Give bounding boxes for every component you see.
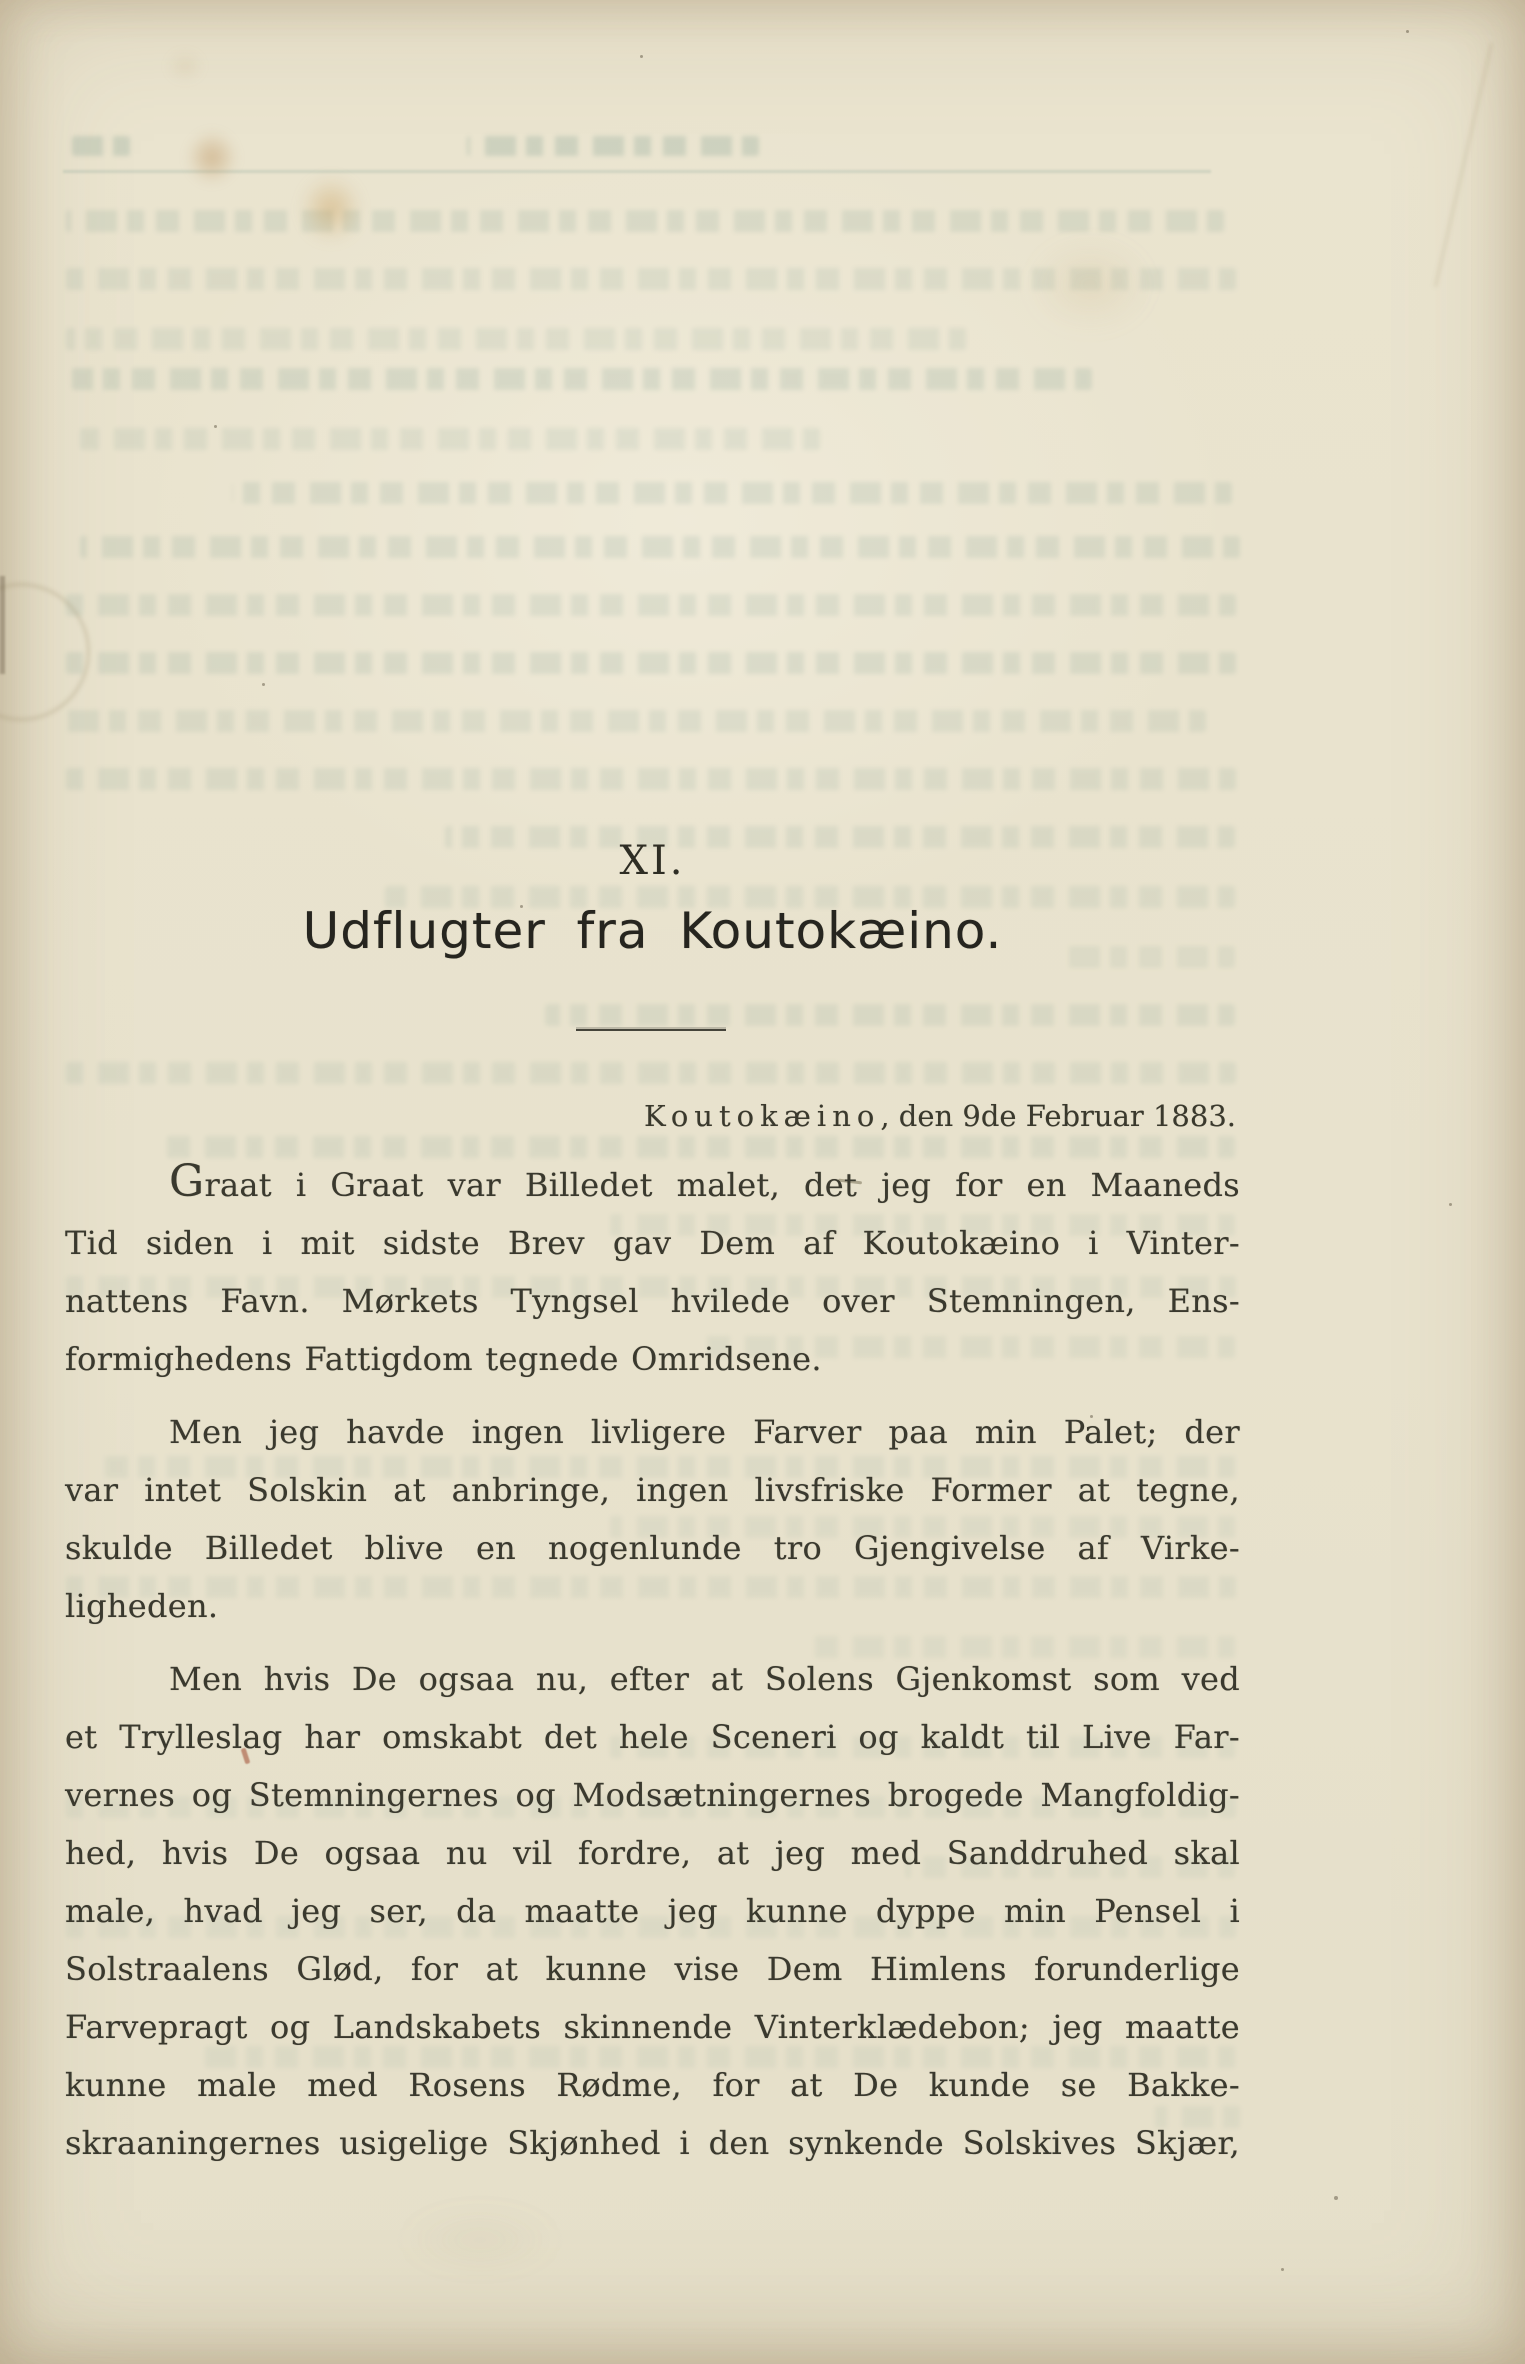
paragraph bbox=[65, 1650, 1240, 2172]
bleed-through-line bbox=[232, 482, 1232, 504]
body-line: Solstraalens Glød, for at kunne vise Dem Himlens forunderlige bbox=[65, 1950, 1240, 1988]
dateline-date: , den 9de Februar 1883. bbox=[880, 1099, 1236, 1133]
section-divider-rule bbox=[576, 1029, 726, 1031]
paragraph bbox=[65, 1403, 1240, 1635]
paper-stain bbox=[186, 130, 238, 185]
dateline bbox=[65, 1099, 1236, 1133]
paper-speck bbox=[262, 683, 265, 686]
body-line: skulde Billedet blive en nogenlunde tro Gjengivelse af Virke- bbox=[65, 1529, 1240, 1567]
paper-speck bbox=[1281, 2268, 1284, 2271]
bleed-through-line bbox=[155, 1136, 1235, 1158]
bleed-through-line bbox=[66, 328, 966, 350]
bleed-through-line bbox=[80, 428, 820, 450]
body-text bbox=[65, 1156, 1240, 2187]
bleed-through-line bbox=[545, 1004, 1235, 1026]
bleed-through-line bbox=[66, 652, 1236, 674]
paper-stain bbox=[400, 2210, 560, 2270]
paper-speck bbox=[1334, 2196, 1338, 2200]
scan-edge-mark bbox=[0, 576, 5, 674]
body-line: Tid siden i mit sidste Brev gav Dem af Koutokæino i Vinter- bbox=[65, 1224, 1240, 1262]
bleed-through-header-rule bbox=[63, 170, 1211, 173]
paper-speck bbox=[1406, 30, 1409, 33]
body-line: Men jeg havde ingen livligere Farver paa min Palet; der bbox=[169, 1413, 1240, 1451]
bleed-through-line bbox=[66, 1062, 1236, 1084]
body-line: var intet Solskin at anbringe, ingen livsfriske Former at tegne, bbox=[65, 1471, 1240, 1509]
bleed-through-line bbox=[66, 710, 1206, 732]
paper-stain bbox=[300, 175, 362, 243]
bleed-through-line bbox=[66, 210, 1224, 232]
body-line: Graat i Graat var Billedet malet, det jeg for en Maaneds bbox=[169, 1156, 1240, 1207]
body-line: Men hvis De ogsaa nu, efter at Solens Gjenkomst som ved bbox=[169, 1660, 1240, 1698]
bleed-through-line bbox=[66, 594, 1236, 616]
bleed-through-line bbox=[72, 368, 1092, 390]
body-line: nattens Favn. Mørkets Tyngsel hvilede over Stemningen, Ens- bbox=[65, 1282, 1240, 1320]
paper-stain bbox=[168, 52, 202, 80]
paper-speck bbox=[214, 425, 217, 428]
paragraph bbox=[65, 1156, 1240, 1388]
bleed-through-line bbox=[80, 536, 1240, 558]
body-line: ligheden. bbox=[65, 1587, 219, 1625]
chapter-numeral: XI. bbox=[619, 838, 686, 884]
body-line: vernes og Stemningernes og Modsætningernes brogede Mangfoldig- bbox=[65, 1776, 1240, 1814]
bleed-through-line bbox=[66, 768, 1236, 790]
paper-stain bbox=[1030, 240, 1150, 330]
paper-speck bbox=[640, 55, 643, 58]
paper-speck bbox=[1449, 1203, 1452, 1206]
bleed-through-line bbox=[467, 136, 759, 156]
body-line: Farvepragt og Landskabets skinnende Vinterklædebon; jeg maatte bbox=[65, 2008, 1240, 2046]
dateline-place: Koutokæino bbox=[643, 1099, 881, 1133]
body-line: kunne male med Rosens Rødme, for at De kunde se Bakke- bbox=[65, 2066, 1240, 2104]
body-line: skraaningernes usigelige Skjønhed i den synkende Solskives Skjær, bbox=[65, 2124, 1240, 2162]
body-line: male, hvad jeg ser, da maatte jeg kunne dyppe min Pensel i bbox=[65, 1892, 1240, 1930]
initial-letter: G bbox=[169, 1156, 205, 1207]
chapter-title: Udflugter fra Koutokæino. bbox=[302, 902, 1003, 960]
body-line: hed, hvis De ogsaa nu vil fordre, at jeg med Sanddruhed skal bbox=[65, 1834, 1240, 1872]
corner-crease bbox=[1434, 43, 1493, 287]
body-line: et Trylleslag har omskabt det hele Sceneri og kaldt til Live Far- bbox=[65, 1718, 1240, 1756]
bleed-through-line bbox=[72, 136, 130, 156]
body-line: formighedens Fattigdom tegnede Omridsene. bbox=[65, 1340, 822, 1378]
